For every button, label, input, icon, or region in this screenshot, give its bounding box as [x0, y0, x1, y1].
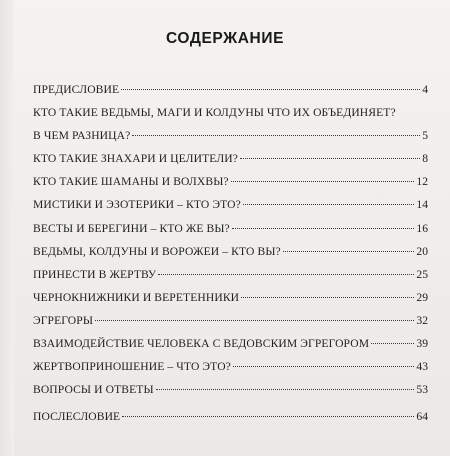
dot-leader	[156, 389, 415, 390]
toc-entry	[33, 198, 428, 221]
dot-leader	[240, 158, 420, 159]
dot-leader	[243, 204, 415, 205]
dot-leader	[158, 274, 414, 275]
page-spine-shadow	[0, 0, 14, 456]
toc-entry-title: ПРИНЕСТИ В ЖЕРТВУ	[33, 267, 157, 281]
toc-entry-title: ЖЕРТВОПРИНОШЕНИЕ – ЧТО ЭТО?	[33, 360, 231, 374]
toc-entry-page: 16	[416, 221, 428, 235]
dot-leader	[233, 366, 414, 367]
toc-entry	[33, 175, 428, 198]
toc-entry-page: 4	[422, 83, 428, 96]
toc-entry-page: 39	[416, 337, 428, 351]
toc-entry	[33, 83, 428, 106]
toc-entry-page: 12	[416, 175, 428, 189]
toc-entry	[33, 337, 428, 360]
toc-entry-title: ПРЕДИСЛОВИЕ	[33, 83, 120, 96]
toc-entry-page: 20	[416, 244, 428, 258]
toc-entry-title: КТО ТАКИЕ ВЕДЬМЫ, МАГИ И КОЛДУНЫ ЧТО ИХ ОБЪЕДИНЯЕТ?	[33, 106, 396, 120]
toc-entry	[33, 245, 428, 268]
toc-entry-title: МИСТИКИ И ЭЗОТЕРИКИ – КТО ЭТО?	[33, 198, 241, 212]
toc-entry	[33, 291, 428, 314]
toc-entry	[33, 222, 428, 245]
toc-entry-title: КТО ТАКИЕ ЗНАХАРИ И ЦЕЛИТЕЛИ?	[33, 152, 239, 166]
toc-entry	[33, 383, 428, 406]
toc-entry-title: ЭГРЕГОРЫ	[33, 313, 94, 327]
toc-entry-page: 53	[416, 383, 428, 397]
toc-entry-title: В ЧЕМ РАЗНИЦА?	[33, 129, 131, 143]
toc-entry	[33, 360, 428, 383]
dot-leader	[122, 416, 414, 417]
page-title: СОДЕРЖАНИЕ	[165, 30, 285, 47]
dot-leader	[283, 251, 415, 252]
toc-entry-title: ЧЕРНОКНИЖНИКИ И ВЕРЕТЕННИКИ	[33, 290, 240, 304]
toc-entry-page: 29	[416, 290, 428, 304]
toc-entry-page: 25	[416, 267, 428, 281]
toc-entry-page: 14	[416, 198, 428, 212]
toc-entry	[33, 268, 428, 291]
dot-leader	[121, 89, 420, 90]
toc-entry-title: ВОПРОСЫ И ОТВЕТЫ	[33, 383, 154, 397]
toc-entry	[33, 314, 428, 337]
toc-entry-page: 5	[422, 129, 428, 143]
toc-entry	[33, 129, 428, 152]
dot-leader	[95, 320, 414, 321]
toc-entry-page: 43	[416, 360, 428, 374]
dot-leader	[231, 181, 415, 182]
dot-leader	[241, 297, 414, 298]
toc-entry-title: ВЕДЬМЫ, КОЛДУНЫ И ВОРОЖЕИ – КТО ВЫ?	[33, 244, 281, 258]
toc-entry-page: 8	[422, 152, 428, 166]
toc-entry-title: ВЕСТЫ И БЕРЕГИНИ – КТО ЖЕ ВЫ?	[33, 221, 230, 235]
dot-leader	[371, 343, 414, 344]
toc-entry-title: ПОСЛЕСЛОВИЕ	[33, 410, 121, 424]
toc-entry	[33, 106, 428, 129]
toc-entry-title: ВЗАИМОДЕЙСТВИЕ ЧЕЛОВЕКА С ВЕДОВСКИМ ЭГРЕГОРОМ	[33, 337, 370, 351]
table-of-contents	[33, 83, 428, 433]
toc-entry	[33, 152, 428, 175]
dot-leader	[132, 135, 420, 136]
toc-entry-title: КТО ТАКИЕ ШАМАНЫ И ВОЛХВЫ?	[33, 175, 229, 189]
dot-leader	[232, 228, 415, 229]
toc-entry	[33, 410, 428, 433]
toc-entry-page: 32	[416, 313, 428, 327]
toc-entry-page: 64	[416, 410, 428, 424]
